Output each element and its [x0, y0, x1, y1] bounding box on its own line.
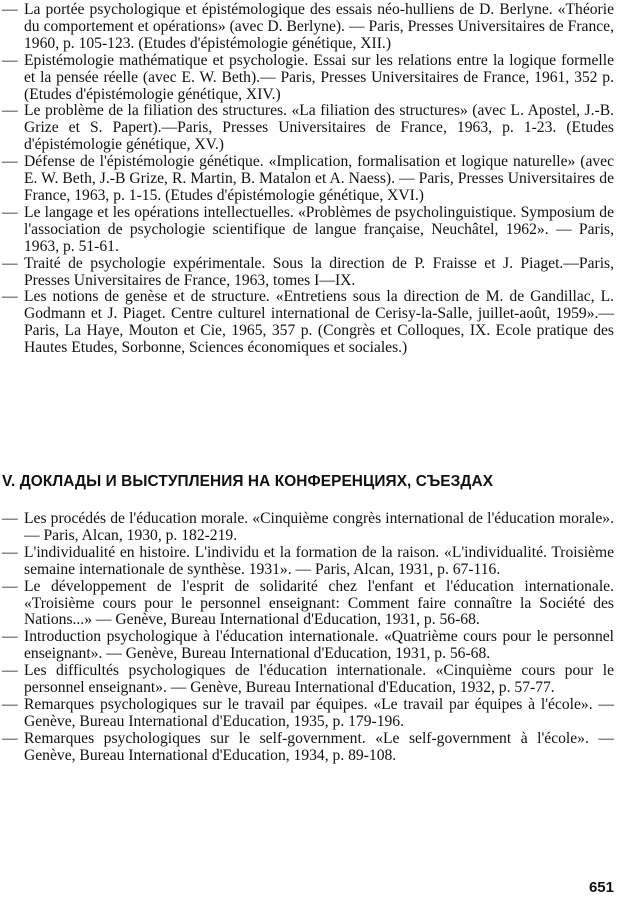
entry-dash: — — [2, 203, 18, 221]
entry-dash: — — [2, 1, 18, 18]
entry-dash: — — [2, 510, 18, 527]
entry-text: Défense de l'épistémologie génétique. «Implication, formalisation et logique naturelle» (avec E. W. Beth, J.-B Grize, R. Martin, B. Matalon et A. Naess). — Paris, Presses Universitaires de France, 1963, p. 1-15. (Etudes d'épistémologie génétique, XVI.) — [24, 153, 614, 204]
bibliography-entry — [2, 205, 614, 256]
bibliography-entry — [2, 289, 614, 357]
page-number: 651 — [588, 879, 614, 896]
bibliography-entry — [2, 697, 614, 731]
entry-text: La portée psychologique et épistémologique des essais néo-hulliens de D. Berlyne. «Théorie du comportement et opérations» (avec D. Berlyne). — Paris, Presses Universitaires de France, 1960, p. 105-123. (Etudes d'épistémologie génétique, XII.) — [24, 1, 614, 52]
entry-text: Le problème de la filiation des structures. «La filiation des structures» (avec L. Apostel, J.-B. Grize et S. Papert).—Paris, Presses Universitaires de France, 1963, p. 1-23. (Etudes d'épistémologie génétique, XV.) — [24, 102, 614, 154]
entry-dash: — — [2, 628, 18, 646]
entry-dash: — — [2, 729, 18, 747]
bibliography-list-after — [2, 511, 614, 765]
entry-text: Remarques psychologiques sur le travail par équipes. «Le travail par équipes à l'école». — Genève, Bureau International d'Education, 1935, p. 179-196. — [24, 695, 614, 730]
entry-text: L'individualité en histoire. L'individu et la formation de la raison. «L'individualité. Troisième semaine internationale de synthèse. 1931». — Paris, Alcan, 1931, p. 67-116. — [24, 543, 614, 578]
bibliography-entry — [2, 103, 614, 154]
entry-text: Les notions de genèse et de structure. «Entretiens sous la direction de M. de Gandillac, L. Godmann et J. Piaget. Centre culturel international de Cerisy-la-Salle, juillet-août, 1959».— Paris, La Haye, Mouton et Cie, 1965, 357 p. (Congrès et Colloques, IX. Ecole pratique des Hautes Etudes, Sorbonne, Sciences économiques et sociales.) — [24, 288, 614, 357]
entry-dash: — — [2, 153, 18, 171]
bibliography-entry — [2, 2, 614, 53]
bibliography-entry — [2, 511, 614, 545]
entry-text: Les difficultés psychologiques de l'éducation internationale. «Cinquième cours pour le personnel enseignant». — Genève, Bureau International d'Education, 1932, p. 57-77. — [24, 662, 614, 697]
section-heading: V. ДОКЛАДЫ И ВЫСТУПЛЕНИЯ НА КОНФЕРЕНЦИЯХ, СЪЕЗДАХ — [2, 473, 494, 490]
bibliography-entry — [2, 731, 614, 765]
entry-dash: — — [2, 51, 18, 69]
entry-dash: — — [2, 288, 18, 306]
entry-dash: — — [2, 102, 18, 120]
bibliography-list-before — [2, 2, 614, 357]
entry-text: Remarques psychologiques sur le self-government. «Le self-government à l'école». — Genève, Bureau International d'Education, 1934, p. 89-108. — [24, 729, 614, 764]
entry-text: Epistémologie mathématique et psychologie. Essai sur les relations entre la logique formelle et la pensée réelle (avec E. W. Beth).— Paris, Presses Universitaires de France, 1961, 352 p. (Etudes d'épistémologie génétique, XIV.) — [24, 51, 614, 103]
bibliography-entry — [2, 53, 614, 104]
entry-text: Introduction psychologique à l'éducation internationale. «Quatrième cours pour le personnel enseignant». — Genève, Bureau International d'Education, 1931, p. 56-68. — [24, 628, 614, 663]
bibliography-entry — [2, 579, 614, 630]
entry-dash: — — [2, 254, 18, 272]
entry-text: Traité de psychologie expérimentale. Sous la direction de P. Fraisse et J. Piaget.—Paris, Presses Universitaires de France, 1963, tomes I—IX. — [24, 254, 614, 289]
entry-dash: — — [2, 695, 18, 713]
entry-dash: — — [2, 543, 18, 561]
entry-text: Le langage et les opérations intellectuelles. «Problèmes de psycholinguistique. Symposium de l'association de psychologie scientifique de langue française, Neuchâtel, 1962». — Paris, 1963, p. 51-61. — [24, 203, 614, 255]
entry-text: Le développement de l'esprit de solidarité chez l'enfant et l'éducation internationale. «Troisième cours pour le personnel enseignant: Comment faire connaître la Société des Nations...» — Genève, Bureau International d'Education, 1931, p. 56-68. — [24, 577, 614, 629]
entry-text: Les procédés de l'éducation morale. «Cinquième congrès international de l'éducation morale». — Paris, Alcan, 1930, p. 182-219. — [24, 510, 614, 544]
bibliography-entry — [2, 545, 614, 579]
entry-dash: — — [2, 662, 18, 680]
bibliography-entry — [2, 256, 614, 290]
bibliography-entry — [2, 154, 614, 205]
bibliography-entry — [2, 629, 614, 663]
entry-dash: — — [2, 577, 18, 595]
bibliography-entry — [2, 663, 614, 697]
